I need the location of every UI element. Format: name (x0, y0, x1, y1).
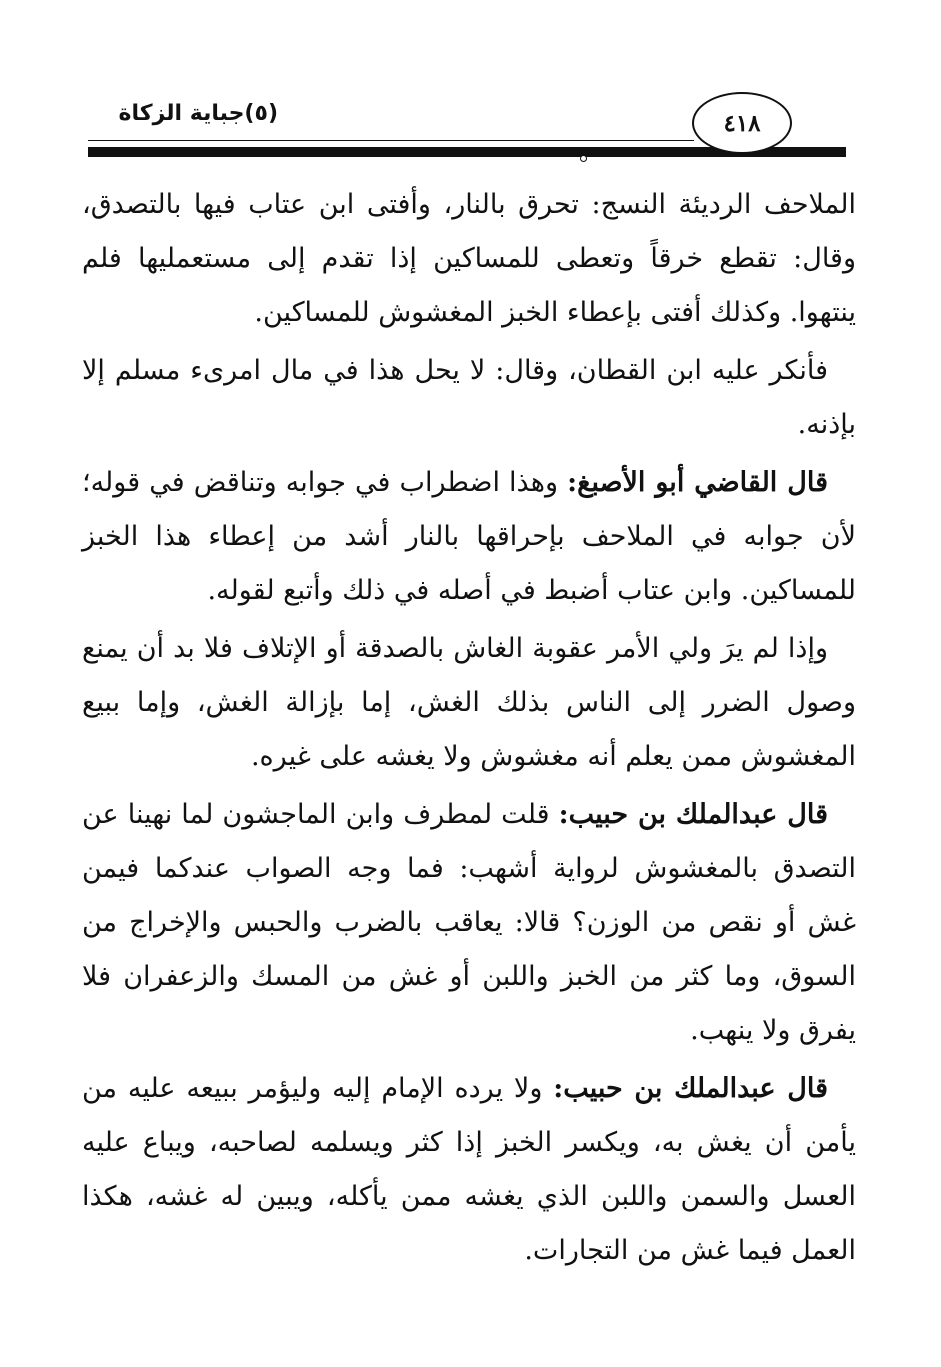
paragraph-4 (82, 622, 856, 784)
paragraph-text: فأنكر عليه ابن القطان، وقال: لا يحل هذا في مال امرىء مسلم إلا بإذنه. (82, 355, 856, 440)
page-header (0, 0, 941, 170)
paragraph-text: وهذا اضطراب في جوابه وتناقض في قوله؛ لأن جوابه في الملاحف بإحراقها بالنار أشد من إعطاء هذا الخبز للمساكين. وابن عتاب أضبط في أصله في ذلك وأتبع لقوله. (82, 467, 856, 606)
header-rule-ornament (580, 155, 587, 162)
running-title: (٥)جباية الزكاة (118, 101, 278, 126)
paragraph-1 (82, 178, 856, 340)
paragraph-text: الملاحف الرديئة النسج: تحرق بالنار، وأفتى ابن عتاب فيها بالتصدق، وقال: تقطع خرقاً وتعطى للمساكين إذا تقدم إلى مستعمليها فلم ينتهوا. وكذلك أفتى بإعطاء الخبز المغشوش للمساكين. (82, 189, 856, 328)
paragraph-2 (82, 344, 856, 452)
page-number: ٤١٨ (692, 92, 792, 154)
paragraph-text: ولا يرده الإمام إليه وليؤمر ببيعه عليه من يأمن أن يغش به، ويكسر الخبز إذا كثر ويسلمه لصاحبه، ويباع عليه العسل والسمن واللبن الذي يغشه ممن يأكله، ويبين له غشه، هكذا العمل فيما غش من التجارات. (82, 1073, 856, 1266)
paragraph-text: وإذا لم يرَ ولي الأمر عقوبة الغاش بالصدقة أو الإتلاف فلا بد أن يمنع وصول الضرر إلى الناس بذلك الغش، إما بإزالة الغش، وإما ببيع المغشوش ممن يعلم أنه مغشوش ولا يغشه على غيره. (82, 633, 856, 772)
header-thin-rule (88, 140, 694, 141)
paragraph-lead: قال عبدالملك بن حبيب: (558, 799, 828, 830)
paragraph-3 (82, 456, 856, 618)
body-text (82, 178, 856, 1278)
paragraph-6 (82, 1062, 856, 1278)
paragraph-lead: قال القاضي أبو الأصبغ: (567, 467, 828, 498)
paragraph-lead: قال عبدالملك بن حبيب: (553, 1073, 828, 1104)
paragraph-5 (82, 788, 856, 1058)
paragraph-text: قلت لمطرف وابن الماجشون لما نهينا عن التصدق بالمغشوش لرواية أشهب: فما وجه الصواب عندكما فيمن غش أو نقص من الوزن؟ قالا: يعاقب بالضرب والحبس والإخراج من السوق، وما كثر من الخبز واللبن أو غش من المسك والزعفران فلا يفرق ولا ينهب. (82, 799, 856, 1046)
